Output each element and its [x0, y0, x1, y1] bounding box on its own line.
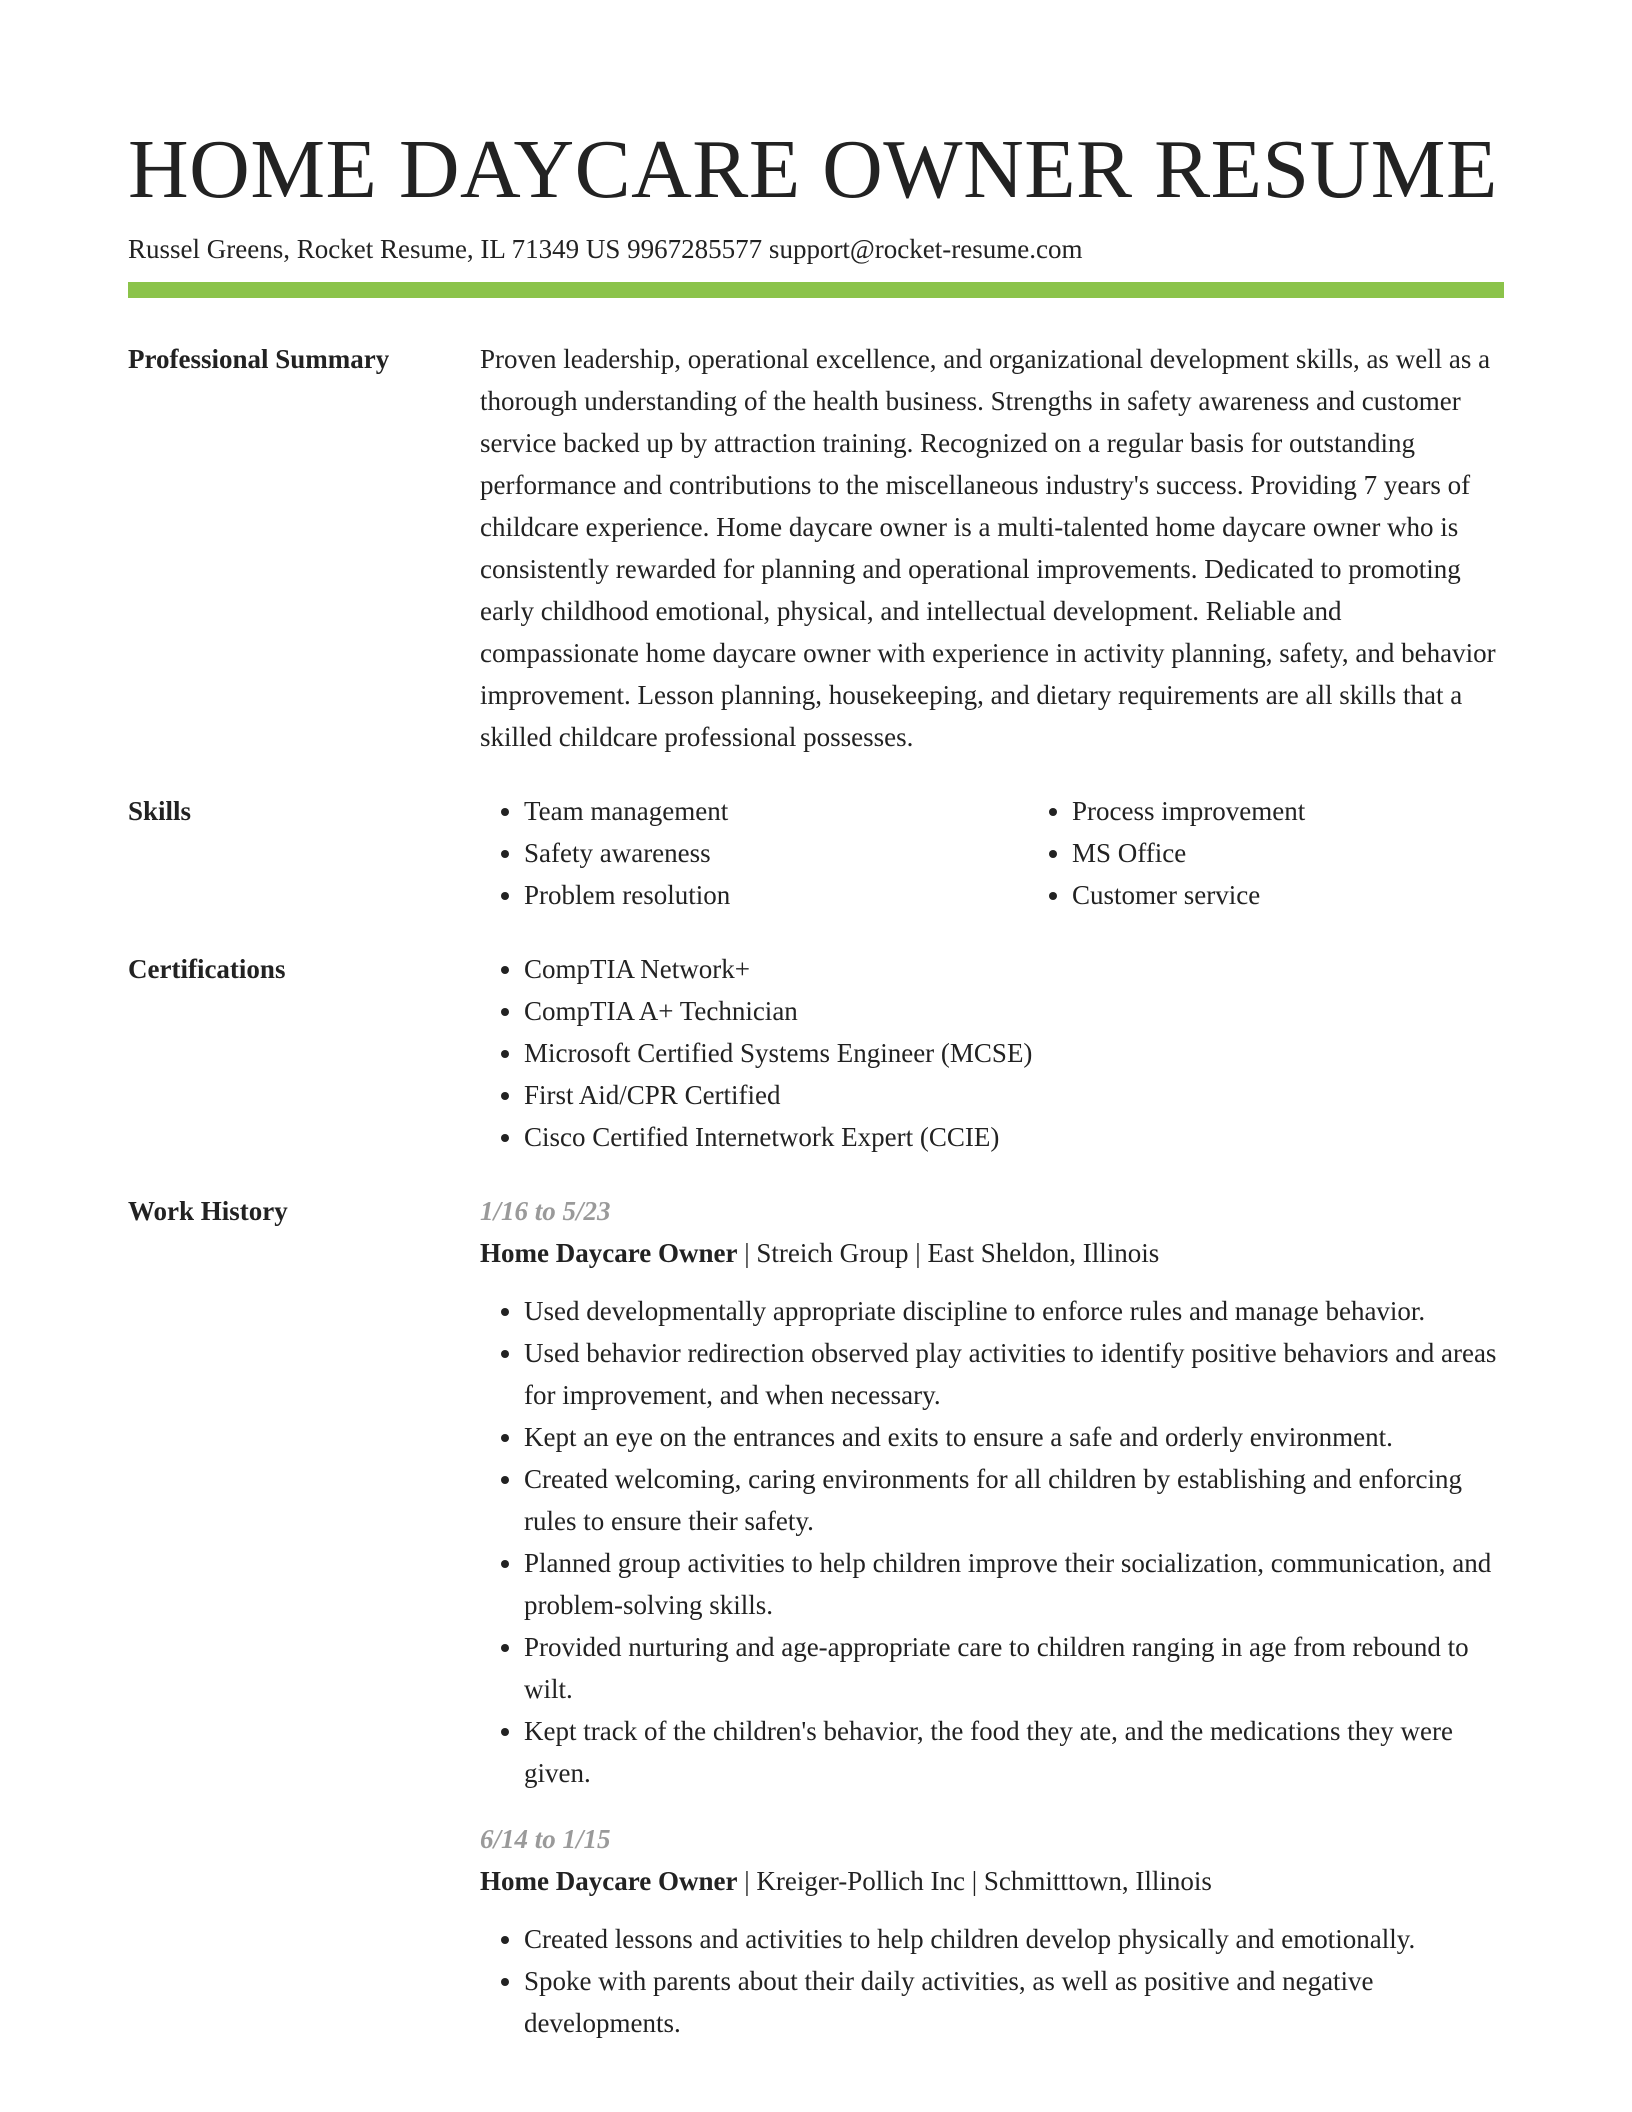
summary-text: Proven leadership, operational excellence, and organizational development skills, as well as a thorough understanding of the health business. Strengths in safety awareness and customer service backed up by attraction training. Recognized on a regular basis for outstanding performance and contributions to the miscellaneous industry's success. Providing 7 years of childcare experience. Home daycare owner is a multi-talented home daycare owner who is consistently rewarded for planning and operational improvements. Dedicated to promoting early childhood emotional, physical, and intellectual development. Reliable and compassionate home daycare owner with experience in activity planning, safety, and behavior improvement. Lesson planning, housekeeping, and dietary requirements are all skills that a skilled childcare professional possesses. [480, 344, 1496, 752]
certification-item: • Microsoft Certified Systems Engineer (MCSE) [524, 1032, 1504, 1074]
job-bullet: • Provided nurturing and age-appropriate care to children ranging in age from rebound to wilt. [524, 1626, 1504, 1710]
certification-item: • CompTIA Network+ [524, 948, 1504, 990]
job-bullet: • Created lessons and activities to help children develop physically and emotionally. [524, 1918, 1504, 1960]
job-details: | Kreiger-Pollich Inc | Schmitttown, Illinois [737, 1866, 1212, 1896]
section-label-summary: Professional Summary [128, 344, 390, 374]
skills-list-left [480, 790, 1028, 916]
job-entry [480, 1190, 1504, 1794]
skills-section [128, 790, 1504, 916]
skill-item: • Customer service [1072, 874, 1504, 916]
resume-title: HOME DAYCARE OWNER RESUME [128, 123, 1498, 216]
job-details: | Streich Group | East Sheldon, Illinois [737, 1238, 1160, 1268]
skills-list-right [1028, 790, 1504, 916]
job-bullet: • Used behavior redirection observed play activities to identify positive behaviors and areas for improvement, and when necessary. [524, 1332, 1504, 1416]
work-history-section [128, 1190, 1504, 2068]
job-heading [480, 1232, 1504, 1274]
job-bullets [480, 1290, 1504, 1794]
skill-item: • Problem resolution [524, 874, 1028, 916]
certifications-list [480, 948, 1504, 1158]
accent-divider [128, 282, 1504, 298]
contact-line: Russel Greens, Rocket Resume, IL 71349 US 9967285577 support@rocket-resume.com [128, 234, 1083, 264]
skill-item: • Team management [524, 790, 1028, 832]
skill-item: • Safety awareness [524, 832, 1028, 874]
job-dates: 1/16 to 5/23 [480, 1196, 611, 1226]
job-bullet: • Planned group activities to help children improve their socialization, communication, and problem-solving skills. [524, 1542, 1504, 1626]
job-heading [480, 1860, 1504, 1902]
job-bullet: • Created welcoming, caring environments for all children by establishing and enforcing rules to ensure their safety. [524, 1458, 1504, 1542]
job-entry [480, 1818, 1504, 2044]
skill-item: • Process improvement [1072, 790, 1504, 832]
job-bullets [480, 1918, 1504, 2044]
job-dates: 6/14 to 1/15 [480, 1824, 611, 1854]
job-title: Home Daycare Owner [480, 1866, 738, 1896]
certification-item: • CompTIA A+ Technician [524, 990, 1504, 1032]
job-bullet: • Spoke with parents about their daily activities, as well as positive and negative developments. [524, 1960, 1504, 2044]
skill-item: • MS Office [1072, 832, 1504, 874]
section-label-work-history: Work History [128, 1196, 288, 1226]
certification-item: • First Aid/CPR Certified [524, 1074, 1504, 1116]
job-bullet: • Kept an eye on the entrances and exits to ensure a safe and orderly environment. [524, 1416, 1504, 1458]
certification-item: • Cisco Certified Internetwork Expert (CCIE) [524, 1116, 1504, 1158]
job-title: Home Daycare Owner [480, 1238, 738, 1268]
skills-grid [480, 790, 1504, 916]
section-label-skills: Skills [128, 796, 192, 826]
resume-page [128, 0, 1504, 2068]
job-bullet: • Used developmentally appropriate discipline to enforce rules and manage behavior. [524, 1290, 1504, 1332]
certifications-section [128, 948, 1504, 1158]
summary-section [128, 338, 1504, 758]
section-label-certifications: Certifications [128, 954, 286, 984]
job-bullet: • Kept track of the children's behavior, the food they ate, and the medications they were given. [524, 1710, 1504, 1794]
